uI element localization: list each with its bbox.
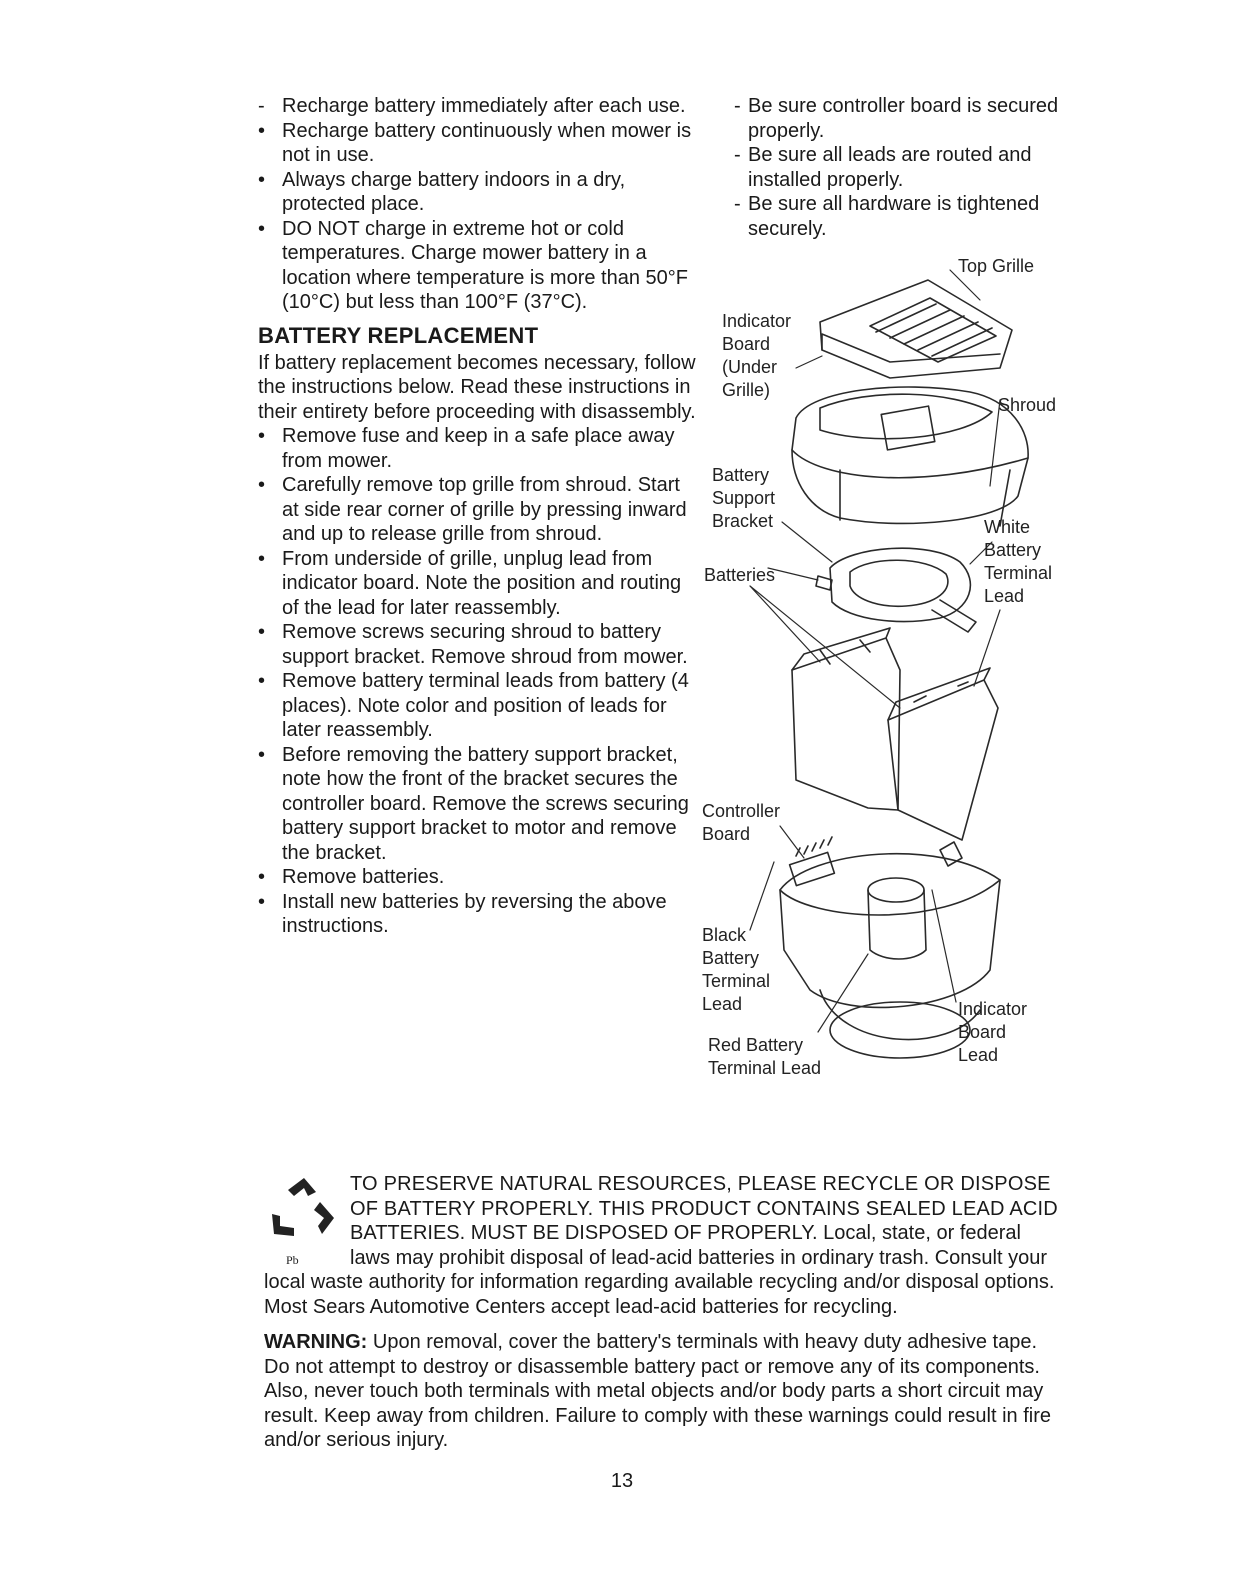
label-red-battery-terminal-lead: Red Battery Terminal Lead [708, 1035, 822, 1078]
label-controller-board: Controller Board [702, 801, 781, 844]
list-item: • Always charge battery indoors in a dry, protected place. [258, 168, 626, 215]
list-item: - Be sure controller board is secured properly. [734, 95, 1059, 142]
shroud-drawing [792, 387, 1028, 526]
label-battery-support-bracket: Battery Support Bracket [712, 465, 776, 531]
notice-line-6: Most Sears Automotive Centers accept lead-acid batteries for recycling. [264, 1295, 898, 1318]
reassembly-checks [734, 94, 1074, 241]
batteries-drawing [792, 628, 998, 840]
battery-support-bracket-drawing [816, 548, 976, 632]
section-heading: BATTERY REPLACEMENT [258, 322, 539, 348]
recycle-notice [264, 1172, 1064, 1319]
list-item: • Before removing the battery support bracket, note how the front of the bracket secures the controller board. Remove the screws securing battery support bracket to motor and remove the bracket. [258, 743, 689, 864]
label-indicator-board-lead: Indicator Board Lead [958, 999, 1028, 1065]
list-item: • From underside of grille, unplug lead from indicator board. Note the position and routing of the lead for later reassembly. [258, 547, 682, 619]
notice-line-5: local waste authority for information regarding available recycling and/or disposal options. [264, 1271, 1055, 1293]
pb-symbol: Pb [286, 1253, 299, 1267]
notice-line-2: OF BATTERY PROPERLY. THIS PRODUCT CONTAINS SEALED LEAD ACID [350, 1197, 1058, 1220]
warning-label: WARNING: [264, 1331, 368, 1353]
list-item: • Remove battery terminal leads from battery (4 places). Note color and position of leads for later reassembly. [258, 670, 689, 741]
notice-line-1: TO PRESERVE NATURAL RESOURCES, PLEASE RECYCLE OR DISPOSE [350, 1173, 1051, 1195]
list-item: • Recharge battery continuously when mower is not in use. [258, 119, 692, 166]
list-item: - Recharge battery immediately after each use. [258, 95, 686, 117]
left-column [258, 94, 698, 939]
list-item: • Carefully remove top grille from shroud. Start at side rear corner of grille by pressing inward and up to release grille from shroud. [258, 474, 687, 545]
right-column [734, 94, 1074, 241]
battery-exploded-diagram [700, 250, 1090, 1090]
list-item: • Remove screws securing shroud to battery support bracket. Remove shroud from mower. [258, 621, 688, 668]
list-item: • Remove batteries. [258, 866, 445, 888]
label-top-grille: Top Grille [958, 256, 1035, 276]
notice-line-3: BATTERIES. MUST BE DISPOSED OF PROPERLY. Local, state, or federal [350, 1222, 1021, 1244]
label-white-battery-terminal-lead: White Battery Terminal Lead [984, 517, 1053, 606]
list-item: • Remove fuse and keep in a safe place away from mower. [258, 425, 675, 472]
page-number: 13 [610, 1470, 634, 1492]
replacement-steps-list [258, 424, 698, 939]
label-batteries: Batteries [704, 565, 776, 585]
label-shroud: Shroud [998, 395, 1057, 415]
notice-line-4: laws may prohibit disposal of lead-acid batteries in ordinary trash. Consult your [350, 1246, 1048, 1269]
warning-paragraph [264, 1330, 1064, 1453]
label-black-battery-terminal-lead: Black Battery Terminal Lead [702, 925, 771, 1014]
intro-paragraph: If battery replacement becomes necessary, follow the instructions below. Read these instructions in their entirety before proceeding with disassembly. [258, 351, 696, 423]
list-item: - Be sure all hardware is tightened securely. [734, 193, 1040, 240]
top-grille-drawing [820, 280, 1012, 378]
warning-text: Upon removal, cover the battery's terminals with heavy duty adhesive tape. Do not attempt to destroy or disassemble battery pact or remove any of its components. Also, never touch both terminals with metal objects and/or body parts a short circuit may result. Keep away from children. Failure to comply with these warnings could result in fire and/or serious injury. [264, 1331, 1052, 1451]
list-item: • DO NOT charge in extreme hot or cold temperatures. Charge mower battery in a location where temperature is more than 50°F (10°C) but less than 100°F (37°C). [258, 217, 688, 313]
list-item: - Be sure all leads are routed and installed properly. [734, 144, 1032, 191]
label-indicator-board: Indicator Board (Under Grille) [722, 311, 792, 400]
charging-list [258, 94, 698, 315]
list-item: • Install new batteries by reversing the above instructions. [258, 890, 667, 937]
